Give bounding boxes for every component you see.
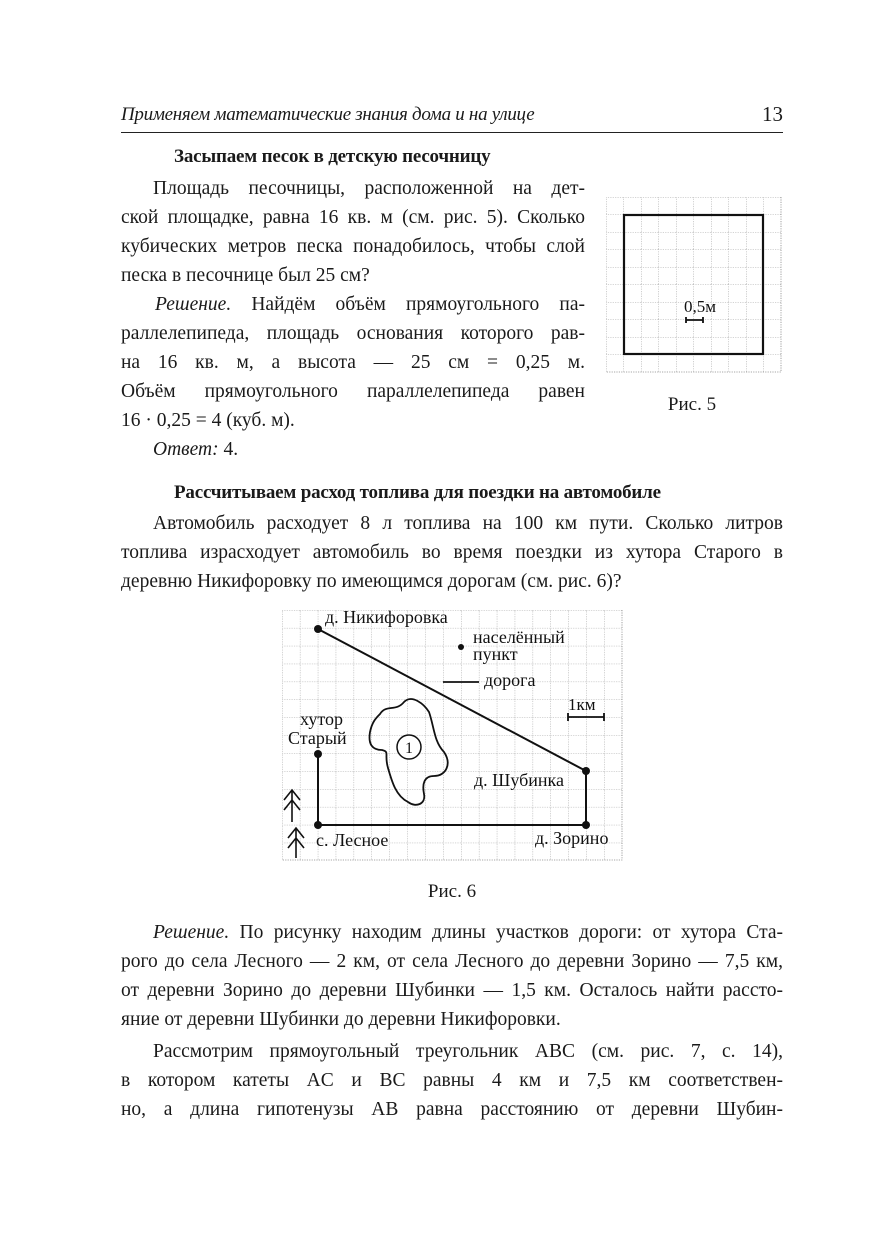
text-line: в котором катеты AC и BC равны 4 км и 7,5 км соответствен- [121,1070,783,1091]
text-line: Объём прямоугольного параллелепипеда равен [121,381,585,402]
sandbox-solution [121,290,585,464]
running-title: Применяем математические знания дома и на улице [121,104,535,125]
point-lesnoe [314,821,322,829]
solution-first-line: Решение. Найдём объём прямоугольного па- [155,294,585,315]
legend-settlement-dot [458,644,464,650]
solution-first-line: Решение. По рисунку находим длины участков дороги: от хутора Ста- [153,922,783,943]
point-shubinka [582,767,590,775]
solution-label: Решение. [153,922,230,943]
sandbox-problem [121,174,585,290]
fuel-solution-continuation [121,1037,783,1124]
figure-6-road-map [276,604,628,866]
label-lesnoe: с. Лесное [316,830,389,850]
fuel-problem [121,509,783,596]
grid [606,197,781,372]
point-khutor-stary [314,750,322,758]
text-line: раллелепипеда, площадь основания которого рав- [121,323,585,344]
text-line: рого до села Лесного — 2 км, от села Лесного до деревни Зорино — 7,5 км, [121,951,783,972]
answer-label: Ответ: [153,439,219,460]
text-line: 16 · 0,25 = 4 (куб. м). [121,410,295,431]
text-line: ской площадке, равна 16 кв. м (см. рис. 5). Сколько [121,207,585,228]
text-line: Рассмотрим прямоугольный треугольник ABC (см. рис. 7, с. 14), [153,1041,783,1062]
label-shubinka: д. Шубинка [474,770,564,790]
section-title-fuel: Рассчитываем расход топлива для поездки на автомобиле [174,482,661,503]
page-number: 13 [762,102,783,126]
figure-5-caption: Рис. 5 [667,394,717,415]
lake-number: 1 [405,740,413,757]
section-title-sandbox: Засыпаем песок в детскую песочницу [174,146,491,167]
text-line: яние от деревни Шубинки до деревни Никифоровки. [121,1009,561,1030]
text-line: но, а длина гипотенузы AB равна расстоянию от деревни Шубин- [121,1099,783,1120]
solution-label: Решение. [155,294,232,315]
text-line: от деревни Зорино до деревни Шубинки — 1,5 км. Осталось найти рассто- [121,980,783,1001]
legend-settlement-line1: населённый [473,627,565,647]
running-head [121,102,783,133]
text-line: деревню Никифоровку по имеющимся дорогам (см. рис. 6)? [121,571,622,592]
answer-line [121,435,585,464]
label-zorino: д. Зорино [535,828,609,848]
answer-value: 4. [218,439,239,460]
figure-5-sandbox-plan [600,192,790,382]
text-line: топлива израсходует автомобиль во время поездки из хутора Старого в [121,542,783,563]
fuel-solution [121,918,783,1034]
text-line: на 16 кв. м, а высота — 25 см = 0,25 м. [121,352,585,373]
legend-settlement-line2: пункт [473,644,518,664]
point-nikiforovka [314,625,322,633]
text-line: Площадь песочницы, расположенной на дет- [153,178,585,199]
figure-6-caption: Рис. 6 [427,881,477,902]
text-line: кубических метров песка понадобилось, чтобы слой [121,236,585,257]
legend-road-label: дорога [484,670,536,690]
label-stary: Старый [288,728,347,748]
scale-label: 0,5м [684,297,717,316]
scale-label: 1км [568,695,596,714]
text-line: Автомобиль расходует 8 л топлива на 100 км пути. Сколько литров [153,513,783,534]
text-line: песка в песочнице был 25 см? [121,265,370,286]
label-khutor: хутор [300,709,343,729]
label-nikiforovka: д. Никифоровка [325,607,448,627]
